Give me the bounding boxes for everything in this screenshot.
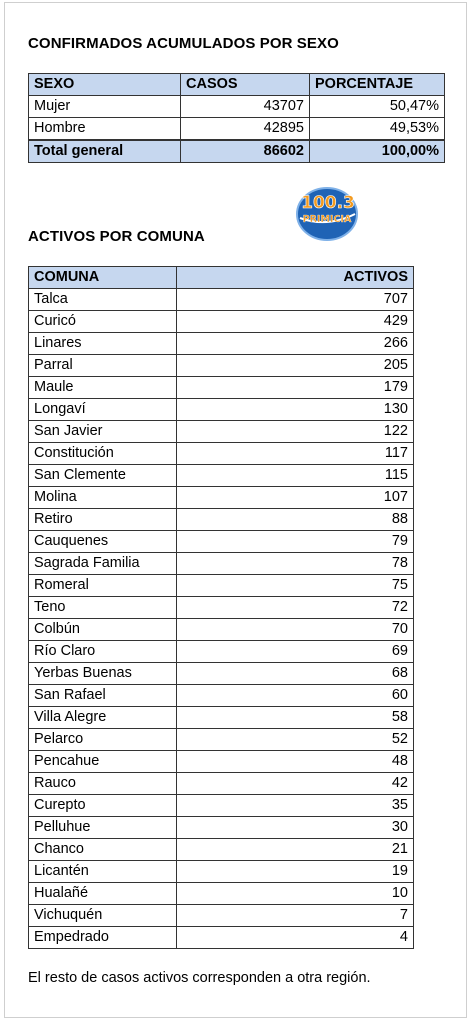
comuna-cell: Licantén: [29, 861, 177, 883]
comuna-cell: Curepto: [29, 795, 177, 817]
activos-cell: 7: [177, 905, 414, 927]
table-row: [29, 663, 414, 685]
comuna-cell: Rauco: [29, 773, 177, 795]
activos-cell: 35: [177, 795, 414, 817]
activos-cell: 78: [177, 553, 414, 575]
section-title-sexo: CONFIRMADOS ACUMULADOS POR SEXO: [28, 35, 339, 52]
comuna-cell: Pelluhue: [29, 817, 177, 839]
sexo-cell: Hombre: [29, 118, 181, 141]
activos-cell: 107: [177, 487, 414, 509]
table-row: [29, 553, 414, 575]
activos-cell: 68: [177, 663, 414, 685]
column-header-comuna: COMUNA: [29, 267, 177, 289]
logo-brand: PRIMICIA: [302, 214, 352, 225]
activos-cell: 60: [177, 685, 414, 707]
total-casos: 86602: [181, 140, 310, 163]
comuna-cell: San Clemente: [29, 465, 177, 487]
table-row: [29, 118, 445, 141]
total-porcentaje: 100,00%: [310, 140, 445, 163]
comuna-cell: Pelarco: [29, 729, 177, 751]
table-row: [29, 487, 414, 509]
sexo-table: [28, 73, 445, 163]
comuna-cell: Vichuquén: [29, 905, 177, 927]
table-row: [29, 839, 414, 861]
activos-cell: 48: [177, 751, 414, 773]
comuna-cell: Parral: [29, 355, 177, 377]
total-label: Total general: [29, 140, 181, 163]
comuna-cell: Chanco: [29, 839, 177, 861]
table-row: [29, 509, 414, 531]
table-row: [29, 575, 414, 597]
section-title-comuna: ACTIVOS POR COMUNA: [28, 228, 205, 245]
footnote: El resto de casos activos corresponden a otra región.: [28, 970, 371, 986]
activos-cell: 429: [177, 311, 414, 333]
table-row: [29, 685, 414, 707]
column-header-casos: CASOS: [181, 74, 310, 96]
table-row: [29, 465, 414, 487]
activos-cell: 75: [177, 575, 414, 597]
activos-cell: 19: [177, 861, 414, 883]
activos-cell: 10: [177, 883, 414, 905]
table-row: [29, 927, 414, 949]
comuna-cell: San Rafael: [29, 685, 177, 707]
activos-cell: 69: [177, 641, 414, 663]
table-row: [29, 641, 414, 663]
comuna-cell: Empedrado: [29, 927, 177, 949]
porcentaje-cell: 49,53%: [310, 118, 445, 141]
comuna-cell: Talca: [29, 289, 177, 311]
comuna-table-body: [29, 289, 414, 949]
comuna-cell: Romeral: [29, 575, 177, 597]
table-row: [29, 751, 414, 773]
comuna-cell: Pencahue: [29, 751, 177, 773]
comuna-cell: Cauquenes: [29, 531, 177, 553]
table-row: [29, 905, 414, 927]
activos-cell: 52: [177, 729, 414, 751]
activos-cell: 266: [177, 333, 414, 355]
activos-cell: 4: [177, 927, 414, 949]
table-header-row: [29, 74, 445, 96]
activos-cell: 117: [177, 443, 414, 465]
table-row: [29, 707, 414, 729]
table-row: [29, 883, 414, 905]
table-row: [29, 355, 414, 377]
comuna-cell: Sagrada Familia: [29, 553, 177, 575]
casos-cell: 42895: [181, 118, 310, 141]
comuna-cell: Maule: [29, 377, 177, 399]
activos-cell: 707: [177, 289, 414, 311]
comuna-cell: Yerbas Buenas: [29, 663, 177, 685]
porcentaje-cell: 50,47%: [310, 96, 445, 118]
column-header-porcentaje: PORCENTAJE: [310, 74, 445, 96]
activos-cell: 130: [177, 399, 414, 421]
comuna-table: [28, 266, 414, 949]
comuna-cell: Hualañé: [29, 883, 177, 905]
sexo-cell: Mujer: [29, 96, 181, 118]
table-row: [29, 729, 414, 751]
table-row: [29, 861, 414, 883]
comuna-cell: Teno: [29, 597, 177, 619]
activos-cell: 72: [177, 597, 414, 619]
table-row: [29, 773, 414, 795]
table-row: [29, 619, 414, 641]
comuna-cell: Villa Alegre: [29, 707, 177, 729]
comuna-cell: Colbún: [29, 619, 177, 641]
comuna-cell: Linares: [29, 333, 177, 355]
table-row: [29, 96, 445, 118]
activos-cell: 205: [177, 355, 414, 377]
comuna-cell: Curicó: [29, 311, 177, 333]
table-row: [29, 795, 414, 817]
table-header-row: [29, 267, 414, 289]
activos-cell: 179: [177, 377, 414, 399]
activos-cell: 21: [177, 839, 414, 861]
comuna-cell: Constitución: [29, 443, 177, 465]
column-header-activos: ACTIVOS: [177, 267, 414, 289]
table-row: [29, 443, 414, 465]
comuna-cell: Longaví: [29, 399, 177, 421]
activos-cell: 88: [177, 509, 414, 531]
comuna-cell: Retiro: [29, 509, 177, 531]
activos-cell: 30: [177, 817, 414, 839]
table-row: [29, 311, 414, 333]
comuna-cell: Molina: [29, 487, 177, 509]
radio-logo: [292, 184, 362, 242]
activos-cell: 79: [177, 531, 414, 553]
table-row: [29, 333, 414, 355]
comuna-cell: Río Claro: [29, 641, 177, 663]
table-row: [29, 597, 414, 619]
activos-cell: 58: [177, 707, 414, 729]
total-row: [29, 140, 445, 163]
logo-number: 100.3: [301, 193, 355, 213]
table-row: [29, 289, 414, 311]
activos-cell: 122: [177, 421, 414, 443]
casos-cell: 43707: [181, 96, 310, 118]
comuna-cell: San Javier: [29, 421, 177, 443]
table-row: [29, 377, 414, 399]
activos-cell: 70: [177, 619, 414, 641]
table-row: [29, 421, 414, 443]
column-header-sexo: SEXO: [29, 74, 181, 96]
table-row: [29, 531, 414, 553]
activos-cell: 115: [177, 465, 414, 487]
table-row: [29, 399, 414, 421]
activos-cell: 42: [177, 773, 414, 795]
table-row: [29, 817, 414, 839]
